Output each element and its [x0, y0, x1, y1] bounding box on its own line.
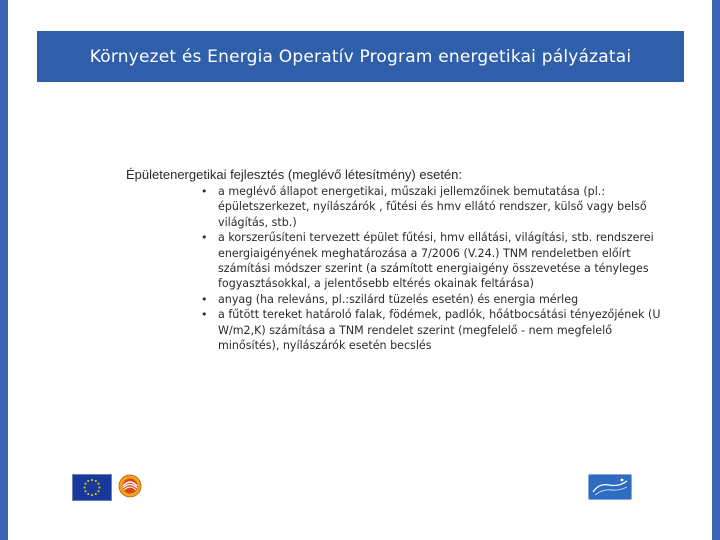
bullet-text: a fűtött tereket határoló falak, födémek, padlók, hőátbocsátási tényezőjének (U W/m2,K) számítása a TNM rendelet szerint (megfelelő - nem megfelelő minősítés), nyílászárók esetén becslés: [218, 308, 661, 353]
bullet-text: a meglévő állapot energetikai, műszaki jellemzőinek bemutatása (pl.: épületszerkezet, nyílászárók , fűtési és hmv ellátó rendszer, külső vagy belső világítás, stb.): [218, 185, 647, 229]
list-item: [201, 292, 666, 307]
slide-title: Környezet és Energia Operatív Program energetikai pályázatai: [89, 46, 632, 67]
list-item: [201, 230, 666, 292]
list-item: [201, 307, 666, 353]
bullet-list: [126, 184, 666, 353]
bullet-text: a korszerűsíteni tervezett épület fűtési, hmv ellátási, világítási, stb. rendszerei energiaigényének meghatározása a 7/2006 (V.24.) TNM rendeletben előírt számítási módszer szerint (a számított energiaigény összevetése a tényleges fogyasztásokkal, a jelentősebb eltérés okainak feltárása): [218, 231, 654, 291]
eu-flag-icon: [72, 474, 112, 501]
bullet-icon: •: [201, 308, 208, 322]
slide-title-bar: [37, 31, 684, 82]
bullet-icon: •: [201, 292, 208, 306]
bullet-text: anyag (ha releváns, pl.:szilárd tüzelés esetén) és energia mérleg: [218, 292, 579, 306]
uj-magyarorszag-logo-icon: [588, 474, 632, 500]
slide-content: [126, 166, 666, 353]
intro-text: Épületenergetikai fejlesztés (meglévő létesítmény) esetén:: [126, 167, 463, 182]
bullet-icon: •: [201, 185, 208, 198]
bullet-icon: •: [201, 231, 208, 245]
left-accent-bar: [0, 0, 8, 540]
right-accent-bar: [712, 0, 720, 540]
emblem-logo-icon: [118, 474, 142, 498]
list-item: [201, 184, 666, 230]
